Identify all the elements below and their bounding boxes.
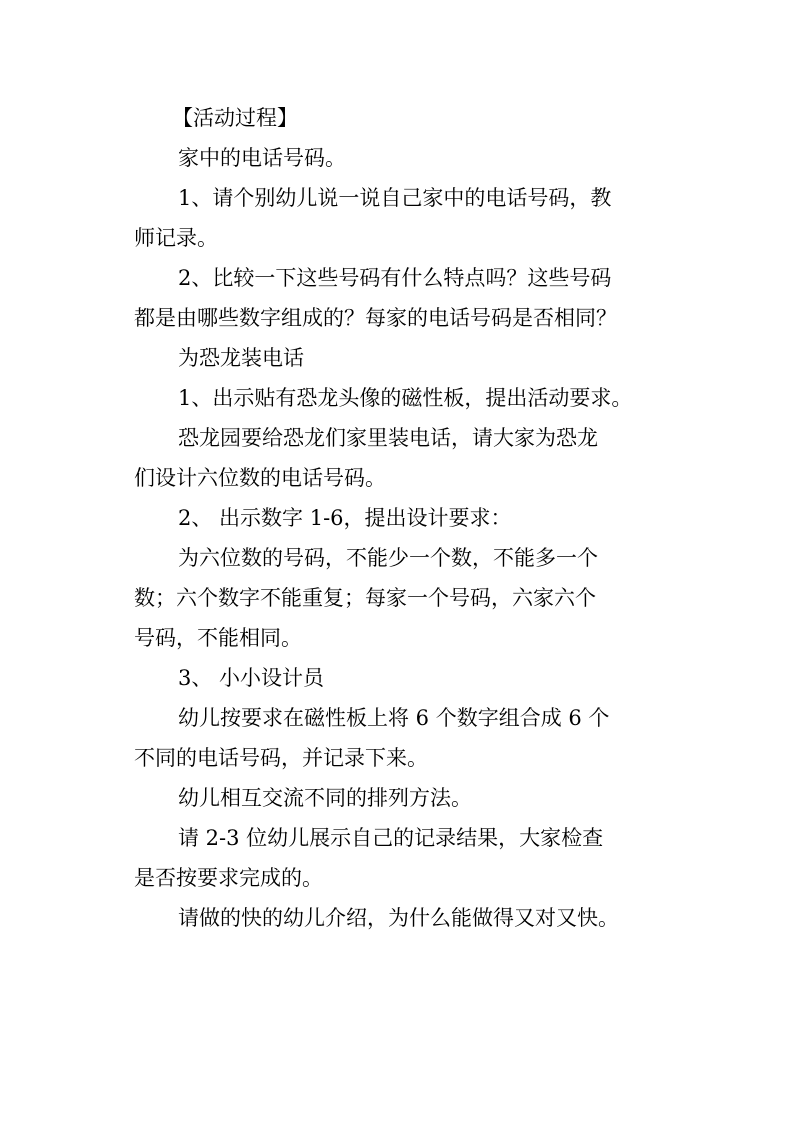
- subheading-dinosaur-phones: 为恐龙装电话: [178, 346, 304, 370]
- paragraph-line: 幼儿按要求在磁性板上将 6 个数字组合成 6 个: [178, 706, 610, 730]
- paragraph-line: 是否按要求完成的。: [134, 866, 323, 890]
- paragraph-line: 1、请个别幼儿说一说自己家中的电话号码，教: [178, 186, 612, 210]
- paragraph-line: 数；六个数字不能重复；每家一个号码，六家六个: [134, 586, 596, 610]
- paragraph-line: 们设计六位数的电话号码。: [134, 466, 386, 490]
- paragraph-line: 2、比较一下这些号码有什么特点吗？这些号码: [178, 266, 612, 290]
- paragraph-line: 3、 小小设计员: [178, 666, 325, 690]
- paragraph-line: 请做的快的幼儿介绍，为什么能做得又对又快。: [178, 906, 619, 930]
- paragraph-line: 为六位数的号码，不能少一个数，不能多一个: [178, 546, 598, 570]
- paragraph-line: 2、 出示数字 1-6，提出设计要求：: [178, 506, 512, 530]
- subheading-phone-numbers: 家中的电话号码。: [178, 146, 346, 170]
- paragraph-line: 不同的电话号码，并记录下来。: [134, 746, 428, 770]
- paragraph-line: 师记录。: [134, 226, 218, 250]
- paragraph-line: 恐龙园要给恐龙们家里装电话，请大家为恐龙: [178, 426, 598, 450]
- document-body: [134, 98, 664, 938]
- paragraph-line: 幼儿相互交流不同的排列方法。: [178, 786, 472, 810]
- section-heading: 【活动过程】: [172, 106, 298, 130]
- paragraph-line: 都是由哪些数字组成的？每家的电话号码是否相同？: [134, 306, 617, 330]
- paragraph-line: 请 2-3 位幼儿展示自己的记录结果，大家检查: [178, 826, 604, 850]
- paragraph-line: 1、出示贴有恐龙头像的磁性板，提出活动要求。: [178, 386, 633, 410]
- paragraph-line: 号码，不能相同。: [134, 626, 302, 650]
